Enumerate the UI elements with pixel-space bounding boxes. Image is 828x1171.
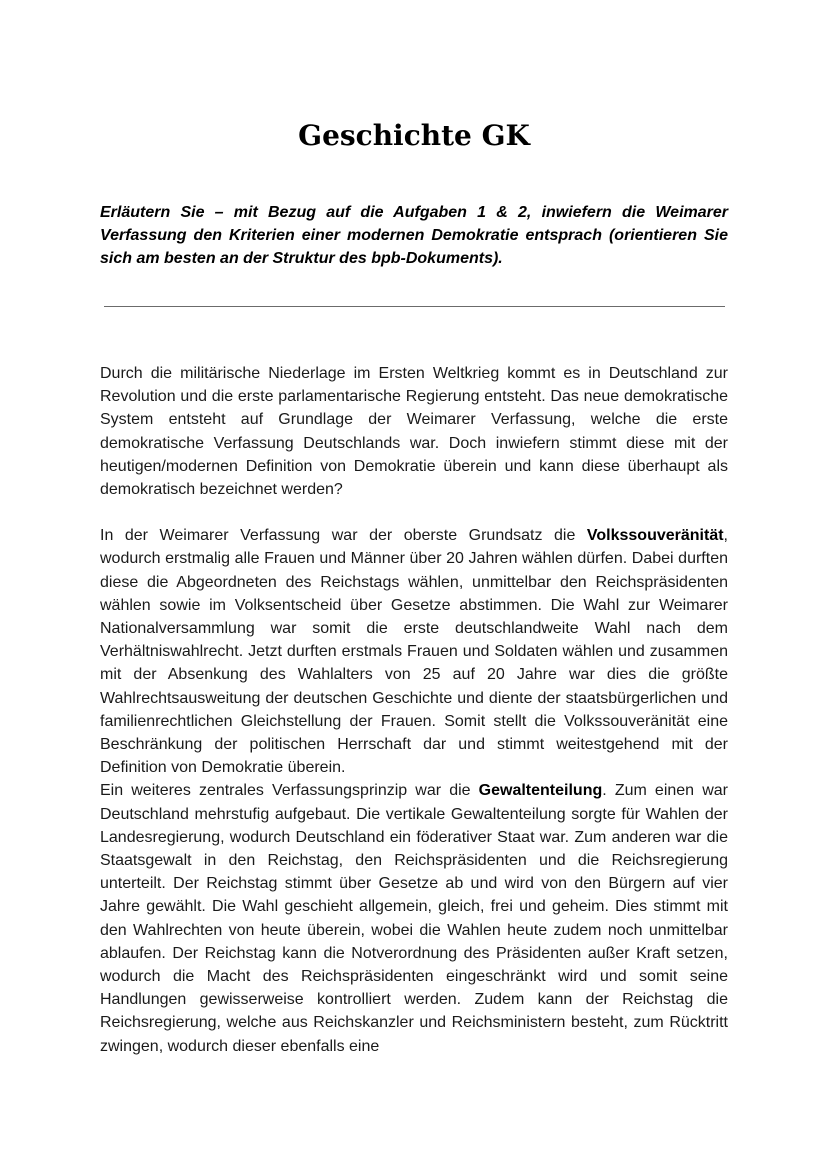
essay-body: [100, 362, 728, 1058]
horizontal-divider: [104, 306, 725, 307]
paragraph-text: , wodurch erstmalig alle Frauen und Männer über 20 Jahren wählen dürfen. Dabei durften diese die Abgeordneten des Reichstags wählen, unmittelbar den Reichspräsidenten wählen sowie im Volksentscheid über Gesetze abstimmen. Die Wahl zur Weimarer Nationalversammlung war somit die erste deutschlandweite Wahl nach dem Verhältniswahlrecht. Jetzt durften erstmals Frauen und Soldaten wählen und zusammen mit der Absenkung des Wahlalters von 25 auf 20 Jahre war dies die größte Wahlrechtsausweitung der deutschen Geschichte und diente der staatsbürgerlichen und familienrechtlichen Gleichstellung der Frauen. Somit stellt die Volkssouveränität eine Beschränkung der politischen Herrschaft dar und stimmt weitestgehend mit der Definition von Demokratie überein.: [100, 527, 728, 777]
task-prompt: Erläutern Sie – mit Bezug auf die Aufgaben 1 & 2, inwiefern die Weimarer Verfassung den Kriterien einer modernen Demokratie entsprach (orientieren Sie sich am besten an der Struktur des bpb-Dokuments).: [100, 204, 728, 267]
paragraph-volkssouveraenitaet: [100, 524, 728, 779]
page-title: Geschichte GK: [298, 119, 530, 152]
paragraph-text: . Zum einen war Deutschland mehrstufig aufgebaut. Die vertikale Gewaltenteilung sorgte für Wahlen der Landesregierung, wodurch Deutschland ein föderativer Staat war. Zum anderen war die Staatsgewalt in den Reichstag, den Reichspräsidenten und die Reichsregierung unterteilt. Der Reichstag stimmt über Gesetze ab und wird von den Bürgern auf vier Jahre gewählt. Die Wahl geschieht allgemein, gleich, frei und geheim. Dies stimmt mit den Wahlrechten von heute überein, wobei die Wahlen heute zudem noch unmittelbar ablaufen. Der Reichstag kann die Notverordnung des Präsidenten außer Kraft setzen, wodurch die Macht des Reichspräsidenten eingeschränkt wird und somit seine Handlungen gewisserweise kontrolliert werden. Zudem kann der Reichstag die Reichsregierung, welche aus Reichskanzler und Reichsministern besteht, zum Rücktritt zwingen, wodurch dieser ebenfalls eine: [100, 782, 728, 1055]
paragraph-gewaltenteilung: [100, 779, 728, 1057]
keyword-bold: Volkssouveränität: [586, 527, 724, 545]
paragraph-text: In der Weimarer Verfassung war der oberste Grundsatz die: [100, 527, 587, 545]
keyword-bold: Gewaltenteilung: [478, 782, 603, 800]
paragraph-intro: Durch die militärische Niederlage im Ersten Weltkrieg kommt es in Deutschland zur Revolution und die erste parlamentarische Regierung entsteht. Das neue demokratische System entsteht auf Grundlage der Weimarer Verfassung, welche die erste demokratische Verfassung Deutschlands war. Doch inwiefern stimmt diese mit der heutigen/modernen Definition von Demokratie überein und kann diese überhaupt als demokratisch bezeichnet werden?: [100, 365, 728, 499]
paragraph-text: Ein weiteres zentrales Verfassungsprinzip war die: [100, 782, 479, 800]
